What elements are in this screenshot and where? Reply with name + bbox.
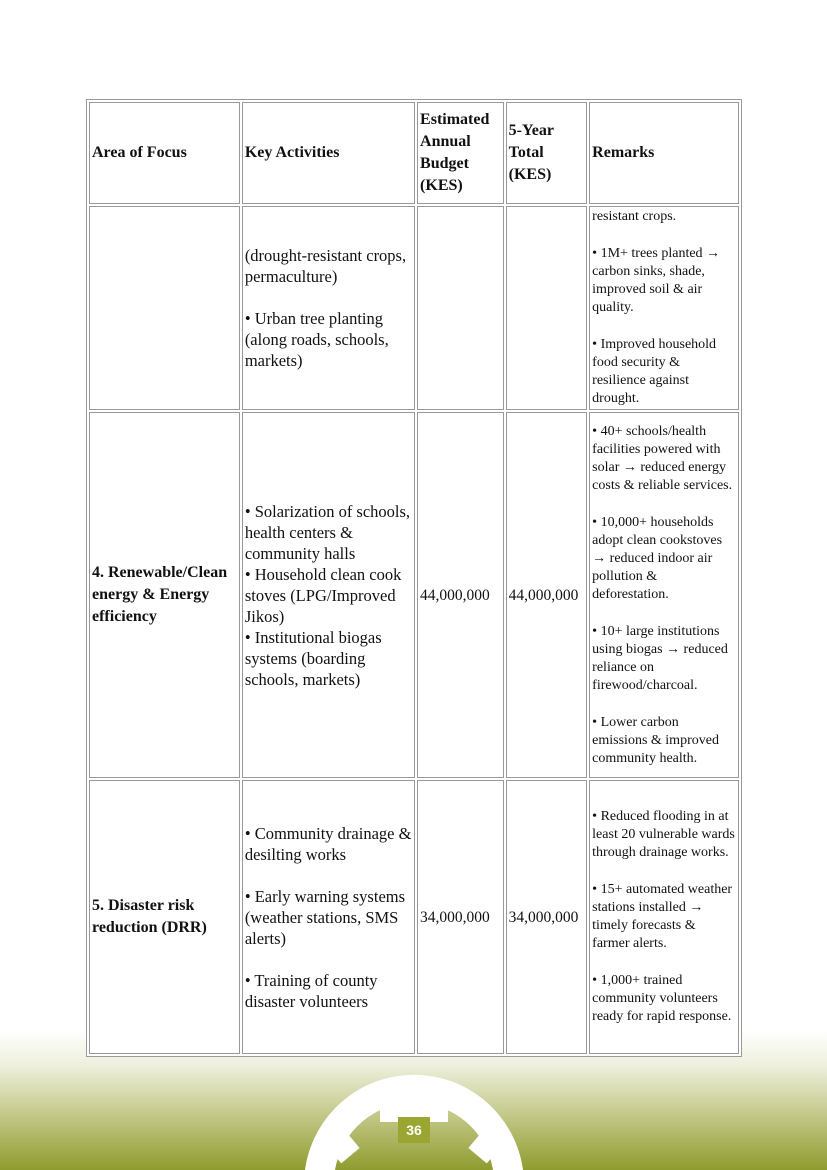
row-area-cell: 5. Disaster risk reduction (DRR) xyxy=(89,780,240,1054)
row-five-year-total-cell xyxy=(506,206,588,410)
row-remarks-cell xyxy=(589,412,739,778)
row-area-cell xyxy=(89,206,240,410)
row-activities-cell xyxy=(242,412,415,778)
remark-item: • Reduced flooding in at least 20 vulnerable wards through drainage works. xyxy=(592,809,735,860)
remark-item: • 40+ schools/health facilities powered with solar → reduced energy costs & reliable services. xyxy=(592,423,733,493)
row-annual-budget-cell: 44,000,000 xyxy=(417,412,504,778)
remark-item: resistant crops. xyxy=(592,209,677,224)
remark-item: • Lower carbon emissions & improved community health. xyxy=(592,714,719,766)
header-five-year-total: 5-Year Total (KES) xyxy=(506,102,588,204)
row-five-year-total-cell: 34,000,000 xyxy=(506,780,588,1054)
remark-item: • 15+ automated weather stations installed → timely forecasts & farmer alerts. xyxy=(592,882,733,951)
row-five-year-total-cell: 44,000,000 xyxy=(506,412,588,778)
header-remarks: Remarks xyxy=(589,102,739,204)
activity-item: (drought-resistant crops, permaculture) xyxy=(244,246,407,286)
header-area-of-focus: Area of Focus xyxy=(89,102,240,204)
budget-table xyxy=(86,99,742,1057)
row-annual-budget-cell: 34,000,000 xyxy=(417,780,504,1054)
activity-item: • Training of county disaster volunteers xyxy=(244,970,378,1011)
row-remarks-cell xyxy=(589,780,739,1054)
activity-item: • Solarization of schools, health centers & community halls xyxy=(244,501,411,563)
budget-table-container xyxy=(86,99,742,1057)
row-activities-cell xyxy=(242,780,415,1054)
header-key-activities: Key Activities xyxy=(242,102,415,204)
table-row xyxy=(89,780,739,1054)
row-activities-cell xyxy=(242,206,415,410)
activity-item: • Household clean cook stoves (LPG/Improved Jikos) xyxy=(244,564,402,626)
row-annual-budget-cell xyxy=(417,206,504,410)
table-header-row xyxy=(89,102,739,204)
row-area-cell: 4. Renewable/Clean energy & Energy efficiency xyxy=(89,412,240,778)
remark-item: • 10+ large institutions using biogas → reduced reliance on firewood/charcoal. xyxy=(592,623,728,693)
activity-item: • Institutional biogas systems (boarding schools, markets) xyxy=(244,627,382,689)
activity-item: • Urban tree planting (along roads, schools, markets) xyxy=(244,309,389,370)
row-remarks-cell xyxy=(589,206,739,410)
page-number: 36 xyxy=(398,1117,430,1143)
table-row xyxy=(89,206,739,410)
activity-item: • Early warning systems (weather stations, SMS alerts) xyxy=(244,886,406,948)
activity-item: • Community drainage & desilting works xyxy=(244,823,412,864)
remark-item: • Improved household food security & resilience against drought. xyxy=(592,337,717,406)
remark-item: • 10,000+ households adopt clean cookstoves → reduced indoor air pollution & deforestation. xyxy=(592,514,723,602)
header-annual-budget: Estimated Annual Budget (KES) xyxy=(417,102,504,204)
remark-item: • 1M+ trees planted → carbon sinks, shade, improved soil & air quality. xyxy=(592,246,721,315)
remark-item: • 1,000+ trained community volunteers ready for rapid response. xyxy=(592,973,732,1024)
table-row xyxy=(89,412,739,778)
